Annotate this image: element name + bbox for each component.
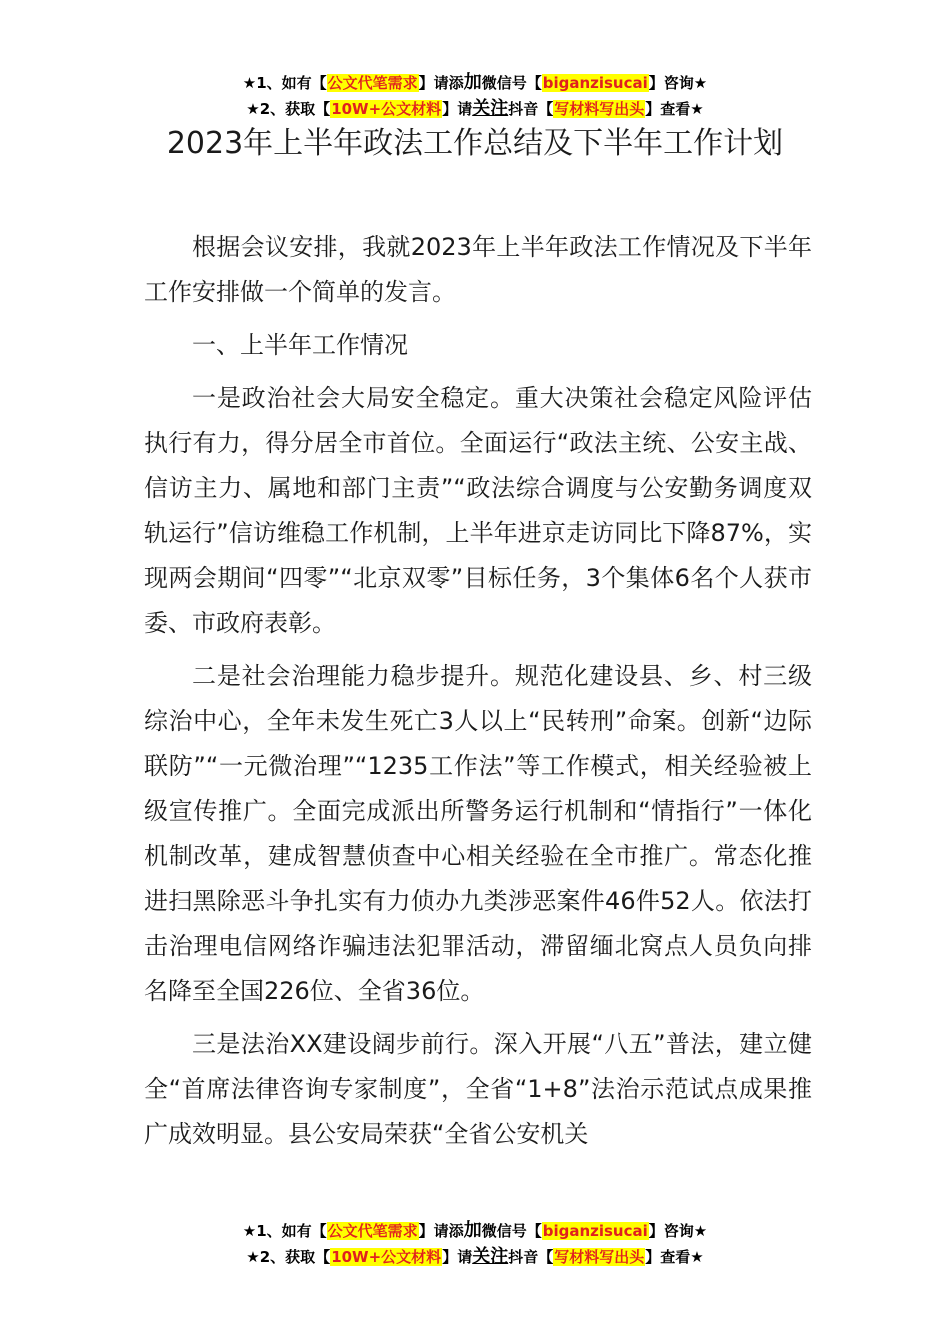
top-banner bbox=[0, 70, 950, 122]
banner-emphasis: 关注 bbox=[472, 98, 509, 119]
highlight-wechat-id: biganzisucai bbox=[542, 1222, 648, 1240]
highlight-materials: 10W+公文材料 bbox=[331, 1248, 442, 1266]
paragraph-rule-of-law: 三是法治XX建设阔步前行。深入开展“八五”普法，建立健全“首席法律咨询专家制度”，全省“1+8”法治示范试点成果推广成效明显。县公安局荣获“全省公安机关 bbox=[144, 1030, 812, 1148]
banner-text: ★2、获取【 bbox=[246, 1248, 331, 1266]
highlight-service: 公文代笔需求 bbox=[327, 1222, 418, 1240]
banner-text: ★1、如有【 bbox=[242, 1222, 327, 1240]
banner-text: 】请 bbox=[442, 1248, 473, 1266]
banner-text: 抖音【 bbox=[508, 100, 554, 118]
banner-text: 微信号【 bbox=[481, 1222, 542, 1240]
banner-text: 】请 bbox=[442, 100, 473, 118]
highlight-service: 公文代笔需求 bbox=[327, 74, 418, 92]
banner-text: 】咨询★ bbox=[648, 1222, 708, 1240]
section-heading: 一、上半年工作情况 bbox=[192, 331, 408, 359]
banner-text: ★2、获取【 bbox=[246, 100, 331, 118]
banner-line-2 bbox=[0, 1244, 950, 1270]
banner-text: 】请添 bbox=[418, 1222, 464, 1240]
highlight-douyin: 写材料写出头 bbox=[554, 1248, 645, 1266]
banner-text: 抖音【 bbox=[508, 1248, 554, 1266]
paragraph-social-governance: 二是社会治理能力稳步提升。规范化建设县、乡、村三级综治中心，全年未发生死亡3人以上“民转刑”命案。创新“边际联防”“一元微治理”“1235工作法”等工作模式，相关经验被上级宣传推广。全面完成派出所警务运行机制和“情指行”一体化机制改革，建成智慧侦查中心相关经验在全市推广。常态化推进扫黑除恶斗争扎实有力侦办九类涉恶案件46件52人。依法打击治理电信网络诈骗违法犯罪活动，滞留缅北窝点人员负向排名降至全国226位、全省36位。 bbox=[144, 662, 812, 1005]
highlight-materials: 10W+公文材料 bbox=[331, 100, 442, 118]
banner-line-2 bbox=[0, 96, 950, 122]
banner-emphasis: 加 bbox=[463, 72, 482, 93]
banner-text: 】咨询★ bbox=[648, 74, 708, 92]
paragraph-political-stability: 一是政治社会大局安全稳定。重大决策社会稳定风险评估执行有力，得分居全市首位。全面运行“政法主统、公安主战、信访主力、属地和部门主责”“政法综合调度与公安勤务调度双轨运行”信访维稳工作机制，上半年进京走访同比下降87%，实现两会期间“四零”“北京双零”目标任务，3个集体6名个人获市委、市政府表彰。 bbox=[144, 384, 812, 637]
banner-emphasis: 关注 bbox=[472, 1246, 509, 1267]
highlight-wechat-id: biganzisucai bbox=[542, 74, 648, 92]
intro-paragraph: 根据会议安排，我就2023年上半年政法工作情况及下半年工作安排做一个简单的发言。 bbox=[144, 233, 812, 306]
banner-line-1 bbox=[0, 70, 950, 96]
banner-text: 微信号【 bbox=[481, 74, 542, 92]
bottom-banner bbox=[0, 1218, 950, 1270]
banner-line-1 bbox=[0, 1218, 950, 1244]
banner-text: 】查看★ bbox=[645, 1248, 704, 1266]
banner-text: 】请添 bbox=[418, 74, 464, 92]
document-body bbox=[144, 225, 812, 1165]
banner-text: 】查看★ bbox=[645, 100, 704, 118]
banner-emphasis: 加 bbox=[463, 1220, 482, 1241]
document-title: 2023年上半年政法工作总结及下半年工作计划 bbox=[166, 126, 784, 161]
highlight-douyin: 写材料写出头 bbox=[554, 100, 645, 118]
banner-text: ★1、如有【 bbox=[242, 74, 327, 92]
